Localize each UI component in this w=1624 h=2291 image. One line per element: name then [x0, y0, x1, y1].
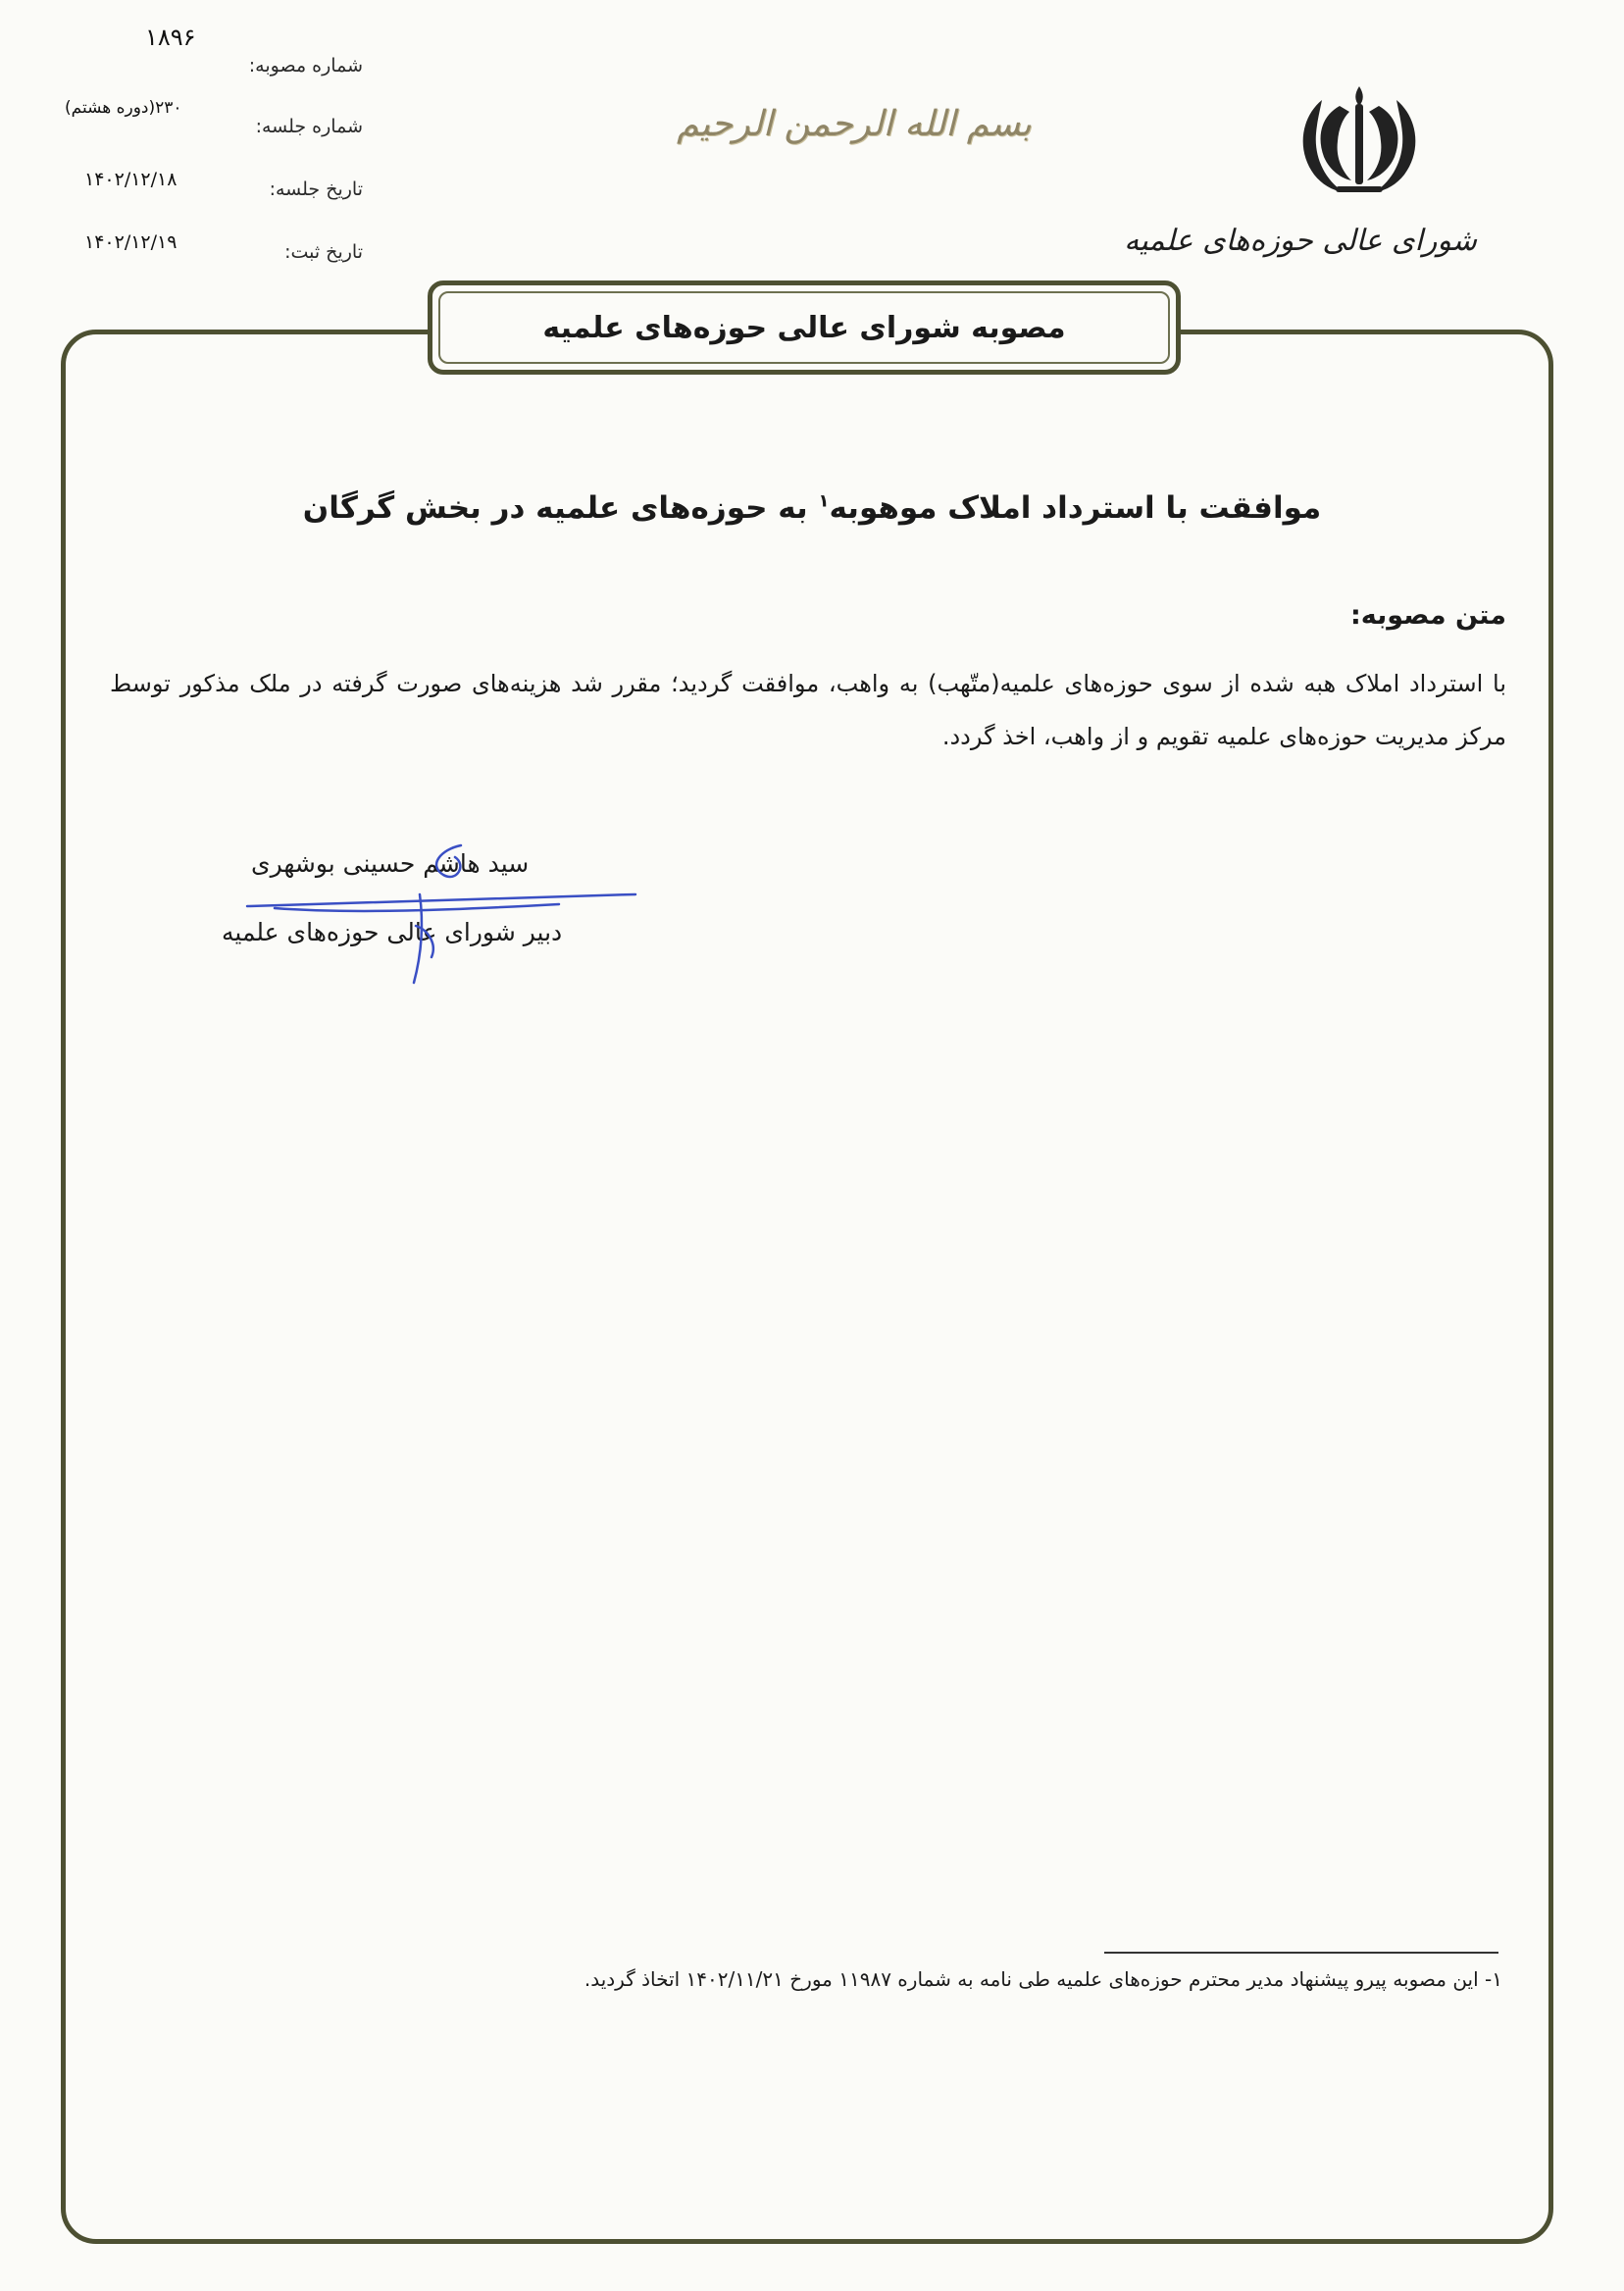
heading-text-before: موافقت با استرداد املاک موهوبه — [829, 490, 1322, 526]
approval-number-value: ۱۸۹۶ — [145, 24, 196, 51]
basmala: بسم الله الرحمن الرحیم — [677, 104, 1032, 144]
signatory-title: دبیر شورای عالی حوزه‌های علمیه — [222, 918, 563, 946]
footnote: ۱- این مصوبه پیرو پیشنهاد مدیر محترم حوزه‌های علمیه طی نامه به شماره ۱۱۹۸۷ مورخ ۱۴۰۲/۱۱/۲۱ اتخاذ گردید. — [584, 1967, 1502, 1991]
title-box-text: مصوبه شورای عالی حوزه‌های علمیه — [542, 310, 1066, 345]
heading-text-after: به حوزه‌های علمیه در بخش گرگان — [302, 490, 819, 526]
footnote-rule — [1104, 1952, 1498, 1954]
session-date-label: تاریخ جلسه: — [269, 178, 363, 200]
heading-footnote-mark: ۱ — [818, 490, 830, 512]
session-number-label: شماره جلسه: — [255, 116, 363, 137]
iran-emblem-icon — [1300, 82, 1418, 202]
signatory-name: سید هاشم حسینی بوشهری — [251, 849, 530, 878]
section-label: متن مصوبه: — [1350, 600, 1506, 631]
session-date-value: ۱۴۰۲/۱۲/۱۸ — [84, 169, 178, 190]
register-date-label: تاریخ ثبت: — [284, 241, 363, 263]
session-number-value: ۲۳۰(دوره هشتم) — [65, 98, 182, 118]
approval-number-label: شماره مصوبه: — [248, 55, 363, 76]
document-frame — [61, 330, 1553, 2244]
title-box — [428, 280, 1181, 375]
council-name: شورای عالی حوزه‌های علمیه — [1124, 224, 1477, 258]
resolution-body: با استرداد املاک هبه شده از سوی حوزه‌های علمیه(متّهب) به واهب، موافقت گردید؛ مقرر شد هزینه‌های صورت گرفته در ملک مذکور توسط مرکز مدیریت حوزه‌های علمیه تقویم و از واهب، اخذ گردد. — [110, 670, 1506, 750]
register-date-value: ۱۴۰۲/۱۲/۱۹ — [84, 231, 178, 253]
resolution-heading — [196, 490, 1428, 526]
